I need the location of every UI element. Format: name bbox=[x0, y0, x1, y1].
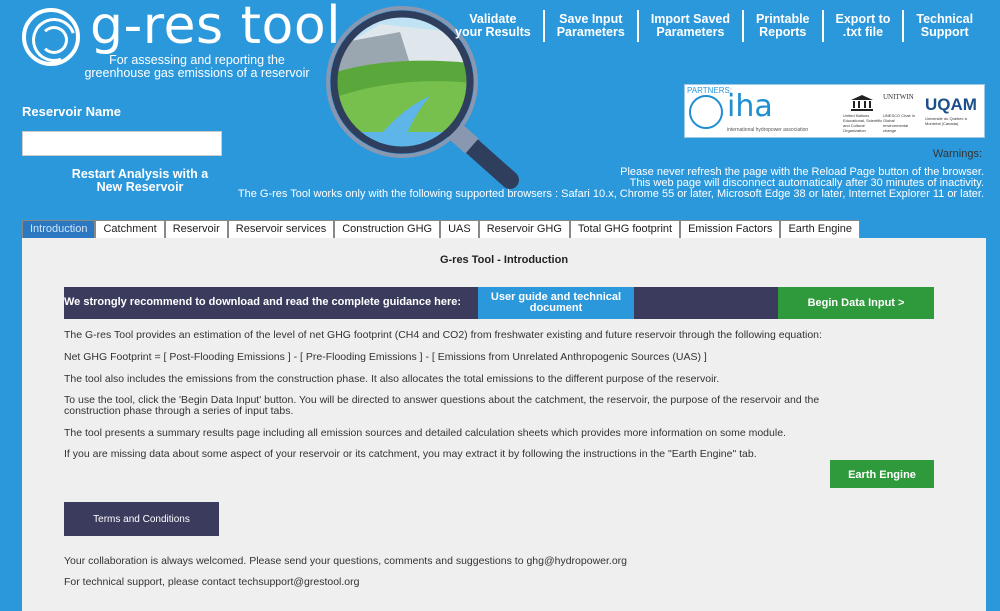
uqam-logo-text: UQAM bbox=[925, 95, 977, 114]
restart-line-1: Restart Analysis with a bbox=[71, 167, 209, 181]
tab-uas[interactable]: UAS bbox=[440, 220, 479, 238]
earth-engine-paragraph: If you are missing data about some aspect of your reservoir or its catchment, you may extract it by following the instructions in the "Earth Engine" tab. bbox=[64, 448, 757, 460]
technical-support-button[interactable] bbox=[904, 10, 985, 42]
warnings-label: Warnings: bbox=[932, 148, 982, 160]
guide-btn-line-1: User guide and technical bbox=[490, 291, 622, 303]
nav-label: your Results bbox=[455, 25, 531, 39]
collaboration-text: Your collaboration is always welcomed. Please send your questions, comments and suggestions to ghg@hydropower.org bbox=[64, 555, 628, 567]
nav-label: Export to bbox=[835, 12, 891, 26]
restart-line-2: New Reservoir bbox=[96, 180, 184, 194]
reservoir-name-input[interactable] bbox=[22, 131, 222, 156]
nav-label: Parameters bbox=[656, 25, 725, 39]
user-guide-button[interactable] bbox=[478, 287, 634, 319]
guide-btn-line-2: document bbox=[529, 302, 583, 314]
tab-introduction[interactable]: Introduction bbox=[22, 220, 95, 238]
tab-catchment[interactable]: Catchment bbox=[95, 220, 164, 238]
usage-paragraph: To use the tool, click the 'Begin Data Input' button. You will be directed to answer questions about the catchment, the reservoir, the purpose of the reservoir and the construction phase through a series of input tabs. bbox=[64, 394, 820, 417]
intro-paragraph: The G-res Tool provides an estimation of the level of net GHG footprint (CH4 and CO2) from freshwater existing and future reservoir through the following equation: bbox=[64, 329, 822, 341]
iha-subtitle: international hydropower association bbox=[727, 127, 809, 133]
browser-notices bbox=[238, 167, 984, 200]
tab-bar bbox=[22, 220, 860, 238]
terms-and-conditions-button[interactable]: Terms and Conditions bbox=[64, 502, 219, 536]
import-saved-parameters-button[interactable] bbox=[639, 10, 744, 42]
nav-label: Printable bbox=[756, 12, 810, 26]
app-subtitle bbox=[72, 54, 322, 80]
earth-engine-button[interactable]: Earth Engine bbox=[830, 460, 934, 488]
nav-label: Reports bbox=[759, 25, 807, 39]
support-text: For technical support, please contact techsupport@grestool.org bbox=[64, 576, 360, 588]
partners-banner bbox=[684, 84, 985, 138]
app-title: g-res tool bbox=[90, 0, 342, 56]
tab-earth-engine[interactable]: Earth Engine bbox=[780, 220, 860, 238]
notice-inactivity: This web page will disconnect automatically after 30 minutes of inactivity. bbox=[629, 177, 984, 189]
export-txt-button[interactable] bbox=[824, 10, 905, 42]
guidance-bar bbox=[64, 287, 934, 319]
subtitle-line-1: For assessing and reporting the bbox=[109, 53, 285, 67]
nav-label: Technical bbox=[916, 12, 974, 26]
nav-label: Validate bbox=[469, 12, 517, 26]
printable-reports-button[interactable] bbox=[744, 10, 824, 42]
tab-total-ghg-footprint[interactable]: Total GHG footprint bbox=[570, 220, 680, 238]
unesco-text: United Nations Educational, Scientific and Cultural Organization bbox=[843, 113, 883, 133]
validate-results-button[interactable] bbox=[443, 10, 545, 42]
guidance-text: We strongly recommend to download and read the complete guidance here: bbox=[64, 296, 462, 308]
nav-label: Import Saved bbox=[650, 12, 731, 26]
top-navigation bbox=[443, 10, 985, 42]
nav-label: Parameters bbox=[556, 25, 625, 39]
introduction-panel bbox=[22, 238, 986, 611]
tab-reservoir[interactable]: Reservoir bbox=[165, 220, 228, 238]
unitwin-subtitle: UNESCO Chair in Global environmental change bbox=[883, 113, 916, 133]
tab-emission-factors[interactable]: Emission Factors bbox=[680, 220, 780, 238]
construction-paragraph: The tool also includes the emissions from the construction phase. It also allocates the total emissions to the different purpose of the reservoir. bbox=[64, 373, 720, 385]
begin-data-input-button[interactable]: Begin Data Input > bbox=[778, 287, 934, 319]
uqam-subtitle: Université du Québec à Montréal (Canada) bbox=[925, 116, 967, 126]
restart-analysis-link[interactable] bbox=[60, 168, 220, 194]
iha-logo-icon bbox=[689, 95, 723, 129]
nav-label: Support bbox=[920, 25, 969, 39]
tab-construction-ghg[interactable]: Construction GHG bbox=[334, 220, 440, 238]
tab-reservoir-ghg[interactable]: Reservoir GHG bbox=[479, 220, 570, 238]
equation-paragraph: Net GHG Footprint = [ Post-Flooding Emissions ] - [ Pre-Flooding Emissions ] - [ Emissions from Unrelated Anthropogenic Sources (UAS) ] bbox=[64, 351, 707, 363]
iha-logo-text: iha bbox=[727, 89, 773, 124]
reservoir-name-label: Reservoir Name bbox=[22, 104, 121, 119]
nav-label: Save Input bbox=[559, 12, 623, 26]
unitwin-logo-text: UNITWIN bbox=[883, 93, 914, 101]
notice-browsers: The G-res Tool works only with the following supported browsers : Safari 10.x, Chrome 55 or later, Microsoft Edge 38 or later, Internet Explorer 11 or later. bbox=[237, 188, 984, 200]
summary-paragraph: The tool presents a summary results page including all emission sources and detailed calculation sheets which provides more information on some module. bbox=[64, 427, 786, 439]
nav-label: .txt file bbox=[842, 25, 884, 39]
save-input-parameters-button[interactable] bbox=[545, 10, 639, 42]
unesco-temple-icon bbox=[851, 95, 873, 111]
panel-title: G-res Tool - Introduction bbox=[439, 254, 569, 266]
partners-label: PARTNERS: bbox=[687, 86, 733, 95]
tab-reservoir-services[interactable]: Reservoir services bbox=[228, 220, 334, 238]
notice-refresh: Please never refresh the page with the Reload Page button of the browser. bbox=[620, 166, 984, 178]
subtitle-line-2: greenhouse gas emissions of a reservoir bbox=[84, 66, 310, 80]
